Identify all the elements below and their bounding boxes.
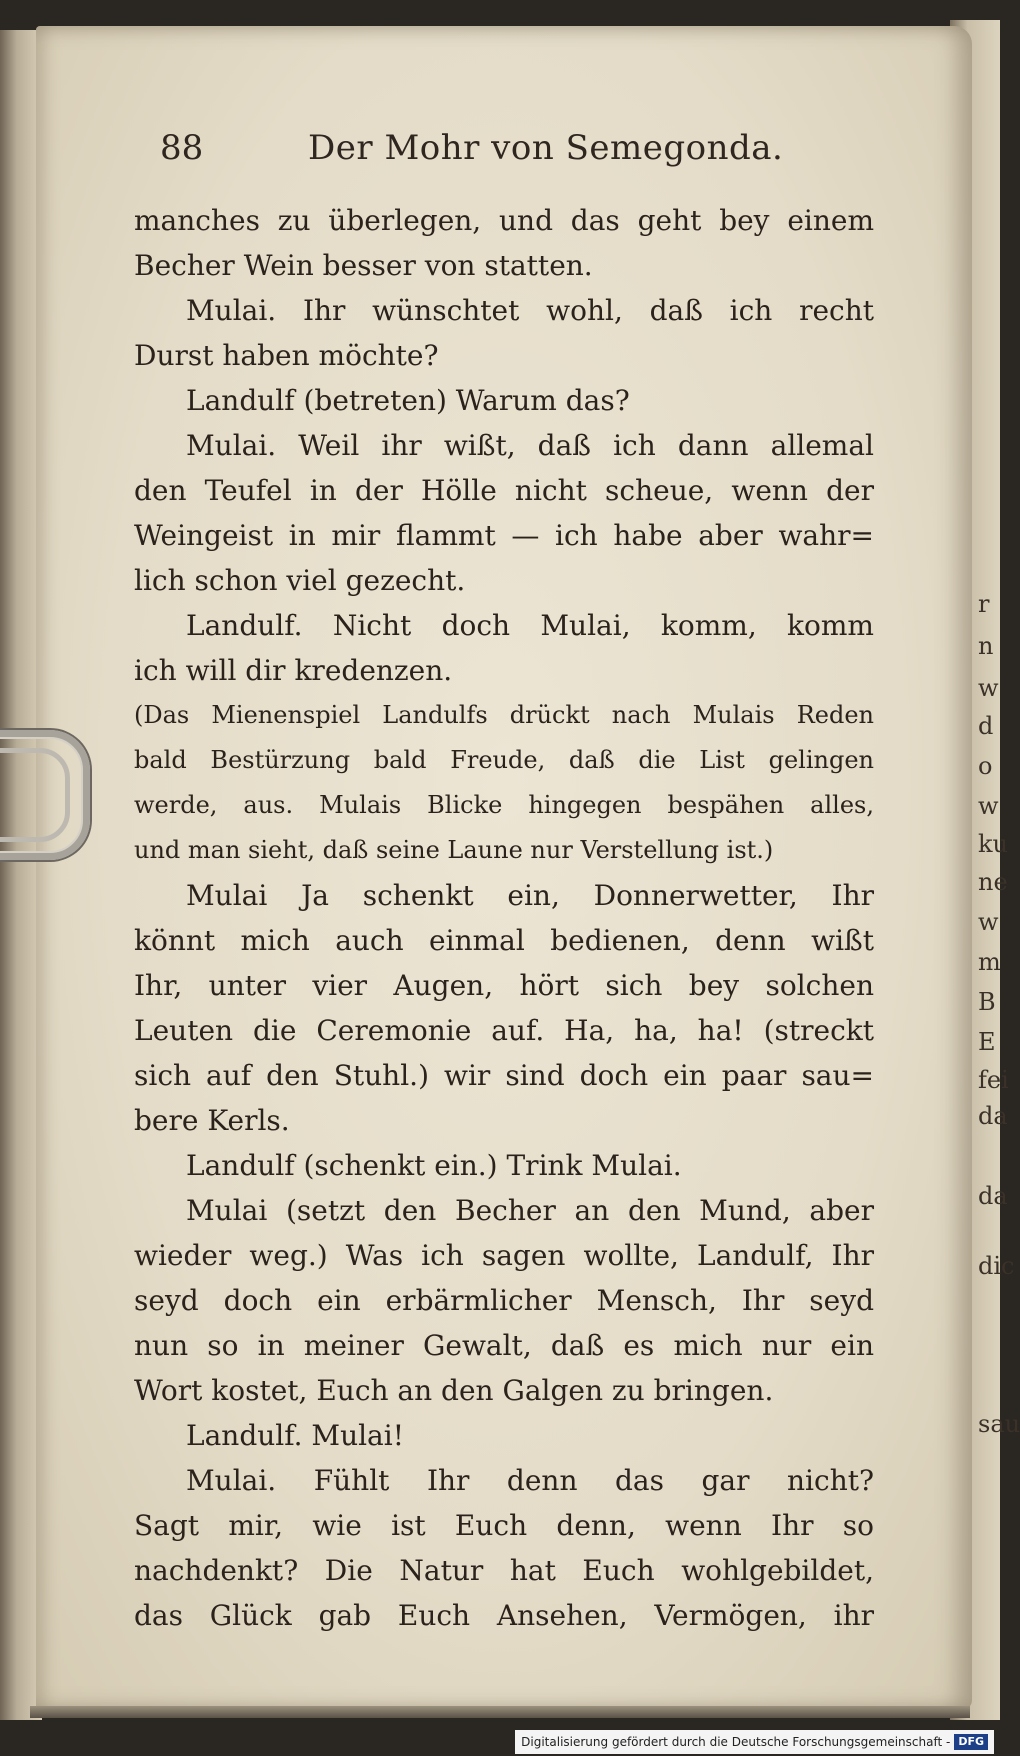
text-line: nachdenkt? Die Natur hat Euch wohlgebildet, <box>134 1554 874 1587</box>
adjacent-page-fragment: d <box>978 712 994 740</box>
adjacent-page-fragment: B <box>978 988 996 1016</box>
text-line: lich schon viel gezecht. <box>134 564 466 597</box>
text-line: könnt mich auch einmal bedienen, denn wißt <box>134 924 874 957</box>
footer-text: Digitalisierung gefördert durch die Deutsche Forschungsgemeinschaft - <box>521 1735 951 1749</box>
adjacent-page-fragment: n <box>978 632 994 660</box>
adjacent-page-fragment: da <box>978 1182 1008 1210</box>
text-line: Landulf. Nicht doch Mulai, komm, komm <box>186 609 874 642</box>
dfg-logo-icon: DFG <box>954 1734 988 1750</box>
text-line: Landulf (schenkt ein.) Trink Mulai. <box>186 1149 682 1182</box>
page-number: 88 <box>160 128 204 168</box>
adjacent-page-fragment: r <box>978 590 990 618</box>
page-header <box>160 128 920 180</box>
text-line: sich auf den Stuhl.) wir sind doch ein paar sau= <box>134 1059 874 1092</box>
text-line: Sagt mir, wie ist Euch denn, wenn Ihr so <box>134 1509 874 1542</box>
text-line: Ihr, unter vier Augen, hört sich bey solchen <box>134 969 874 1002</box>
text-line: das Glück gab Euch Ansehen, Vermögen, ihr <box>134 1599 874 1632</box>
adjacent-page-fragment: dic <box>978 1252 1015 1280</box>
adjacent-page-fragment: w <box>978 908 999 936</box>
bottom-page-edge <box>30 1706 970 1718</box>
adjacent-page-fragment: E <box>978 1028 996 1056</box>
text-line: bere Kerls. <box>134 1104 290 1137</box>
adjacent-page-fragment: sau <box>978 1410 1020 1438</box>
running-head: Der Mohr von Semegonda. <box>308 128 784 168</box>
adjacent-page-fragment: fei <box>978 1066 1009 1094</box>
adjacent-page-fragment: ne <box>978 868 1008 896</box>
adjacent-page-fragment: ku <box>978 830 1008 858</box>
text-line: Durst haben möchte? <box>134 339 439 372</box>
text-line: Mulai Ja schenkt ein, Donnerwetter, Ihr <box>186 879 874 912</box>
paper-clip-inner-loop <box>0 748 70 842</box>
text-line: (Das Mienenspiel Landulfs drückt nach Mulais Reden <box>134 701 874 729</box>
text-line: Landulf (betreten) Warum das? <box>186 384 630 417</box>
text-line: Landulf. Mulai! <box>186 1419 404 1452</box>
body-text <box>134 198 874 1638</box>
digitization-footer <box>515 1730 994 1754</box>
adjacent-page-fragment: w <box>978 792 999 820</box>
text-line: Mulai. Weil ihr wißt, daß ich dann allemal <box>186 429 874 462</box>
text-line: nun so in meiner Gewalt, daß es mich nur ein <box>134 1329 874 1362</box>
text-line: Mulai (setzt den Becher an den Mund, aber <box>186 1194 874 1227</box>
text-line: Becher Wein besser von statten. <box>134 249 593 282</box>
text-line: bald Bestürzung bald Freude, daß die List gelingen <box>134 746 874 774</box>
text-line: Wort kostet, Euch an den Galgen zu bringen. <box>134 1374 774 1407</box>
text-line: Leuten die Ceremonie auf. Ha, ha, ha! (streckt <box>134 1014 874 1047</box>
text-line: wieder weg.) Was ich sagen wollte, Landulf, Ihr <box>134 1239 874 1272</box>
text-line: Weingeist in mir flammt — ich habe aber wahr= <box>134 519 874 552</box>
adjacent-page-fragment: m <box>978 948 1001 976</box>
text-line: manches zu überlegen, und das geht bey einem <box>134 204 874 237</box>
text-line: ich will dir kredenzen. <box>134 654 453 687</box>
text-line: den Teufel in der Hölle nicht scheue, wenn der <box>134 474 874 507</box>
text-line: seyd doch ein erbärmlicher Mensch, Ihr seyd <box>134 1284 874 1317</box>
adjacent-page-fragment: w <box>978 674 999 702</box>
text-line: Mulai. Fühlt Ihr denn das gar nicht? <box>186 1464 874 1497</box>
adjacent-page-fragment: o <box>978 752 993 780</box>
text-line: Mulai. Ihr wünschtet wohl, daß ich recht <box>186 294 874 327</box>
text-line: werde, aus. Mulais Blicke hingegen bespähen alles, <box>134 791 874 819</box>
text-line: und man sieht, daß seine Laune nur Verstellung ist.) <box>134 836 774 864</box>
adjacent-page-fragment: da <box>978 1102 1008 1130</box>
